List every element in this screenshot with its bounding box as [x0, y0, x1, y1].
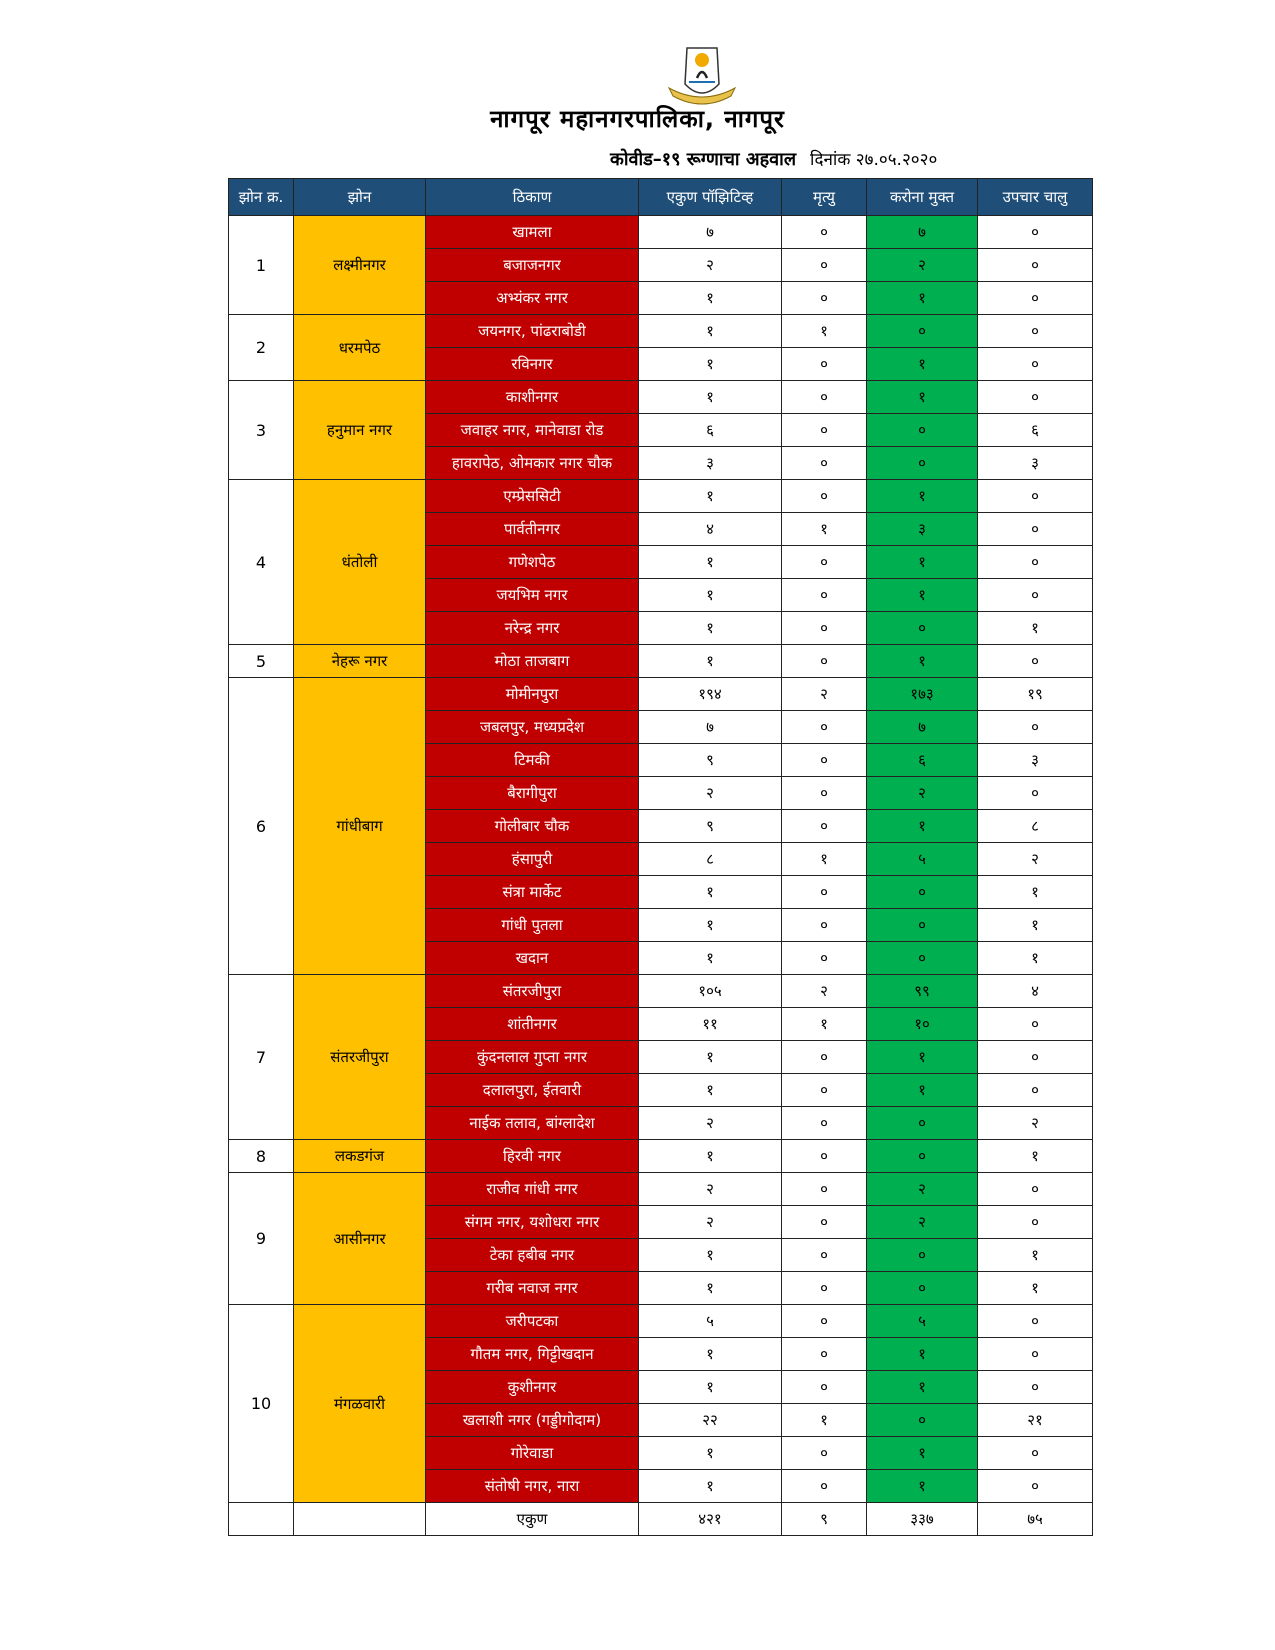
active-cell: २१	[978, 1404, 1093, 1437]
location-cell: कुंदनलाल गुप्ता नगर	[426, 1041, 639, 1074]
active-cell: ०	[978, 777, 1093, 810]
total-positive-cell: ९	[639, 810, 782, 843]
total-positive-cell: १	[639, 1239, 782, 1272]
table-body	[229, 216, 1093, 1536]
active-cell: ८	[978, 810, 1093, 843]
recovered-cell: २	[867, 777, 978, 810]
page-title: नागपूर महानगरपालिका, नागपूर	[490, 105, 785, 133]
zone-name-cell: मंगळवारी	[294, 1305, 426, 1503]
recovered-cell: ३	[867, 513, 978, 546]
table-row	[229, 1305, 1093, 1338]
active-cell: ०	[978, 513, 1093, 546]
active-cell: ०	[978, 546, 1093, 579]
location-cell: गरीब नवाज नगर	[426, 1272, 639, 1305]
total-positive-cell: १	[639, 480, 782, 513]
deaths-cell: १	[782, 1008, 867, 1041]
location-cell: गांधी पुतला	[426, 909, 639, 942]
location-cell: संतोषी नगर, नारा	[426, 1470, 639, 1503]
totals-blank-cell	[294, 1503, 426, 1536]
location-cell: कुशीनगर	[426, 1371, 639, 1404]
total-positive-cell: १	[639, 645, 782, 678]
total-positive-cell: १	[639, 579, 782, 612]
zone-number-cell: 8	[229, 1140, 294, 1173]
deaths-cell: ०	[782, 1206, 867, 1239]
total-positive-cell: १	[639, 612, 782, 645]
col-header-deaths: मृत्यु	[782, 179, 867, 216]
location-cell: मोठा ताजबाग	[426, 645, 639, 678]
table-row	[229, 1140, 1093, 1173]
totals-positive-cell: ४२१	[639, 1503, 782, 1536]
location-cell: संतरजीपुरा	[426, 975, 639, 1008]
zone-number-cell: 5	[229, 645, 294, 678]
total-positive-cell: १	[639, 1272, 782, 1305]
recovered-cell: ७	[867, 711, 978, 744]
total-positive-cell: १९४	[639, 678, 782, 711]
location-cell: राजीव गांधी नगर	[426, 1173, 639, 1206]
table-row	[229, 678, 1093, 711]
totals-recovered-cell: ३३७	[867, 1503, 978, 1536]
location-cell: जयनगर, पांढराबोडी	[426, 315, 639, 348]
recovered-cell: १	[867, 645, 978, 678]
recovered-cell: २	[867, 249, 978, 282]
col-header-active: उपचार चालु	[978, 179, 1093, 216]
recovered-cell: १	[867, 1437, 978, 1470]
deaths-cell: ०	[782, 249, 867, 282]
location-cell: जबलपुर, मध्यप्रदेश	[426, 711, 639, 744]
total-positive-cell: २२	[639, 1404, 782, 1437]
recovered-cell: ०	[867, 447, 978, 480]
recovered-cell: १	[867, 579, 978, 612]
location-cell: दलालपुरा, ईतवारी	[426, 1074, 639, 1107]
active-cell: ०	[978, 1041, 1093, 1074]
deaths-cell: ०	[782, 546, 867, 579]
col-header-zone-no: झोन क्र.	[229, 179, 294, 216]
active-cell: ३	[978, 447, 1093, 480]
deaths-cell: ०	[782, 1239, 867, 1272]
total-positive-cell: २	[639, 1107, 782, 1140]
col-header-recovered: करोना मुक्त	[867, 179, 978, 216]
deaths-cell: ०	[782, 1305, 867, 1338]
total-positive-cell: २	[639, 249, 782, 282]
deaths-cell: ०	[782, 414, 867, 447]
recovered-cell: ०	[867, 1404, 978, 1437]
total-positive-cell: १	[639, 1338, 782, 1371]
active-cell: ०	[978, 315, 1093, 348]
recovered-cell: १	[867, 1470, 978, 1503]
table-header-row	[229, 179, 1093, 216]
recovered-cell: ६	[867, 744, 978, 777]
deaths-cell: ०	[782, 1140, 867, 1173]
total-positive-cell: ७	[639, 216, 782, 249]
zone-name-cell: गांधीबाग	[294, 678, 426, 975]
active-cell: ०	[978, 1305, 1093, 1338]
location-cell: गौतम नगर, गिट्टीखदान	[426, 1338, 639, 1371]
zone-number-cell: 4	[229, 480, 294, 645]
report-title: कोवीड–१९ रूग्णाचा अहवाल	[610, 149, 797, 170]
active-cell: ०	[978, 480, 1093, 513]
recovered-cell: ९९	[867, 975, 978, 1008]
total-positive-cell: १	[639, 1041, 782, 1074]
deaths-cell: ०	[782, 612, 867, 645]
recovered-cell: २	[867, 1173, 978, 1206]
deaths-cell: ०	[782, 1338, 867, 1371]
active-cell: ०	[978, 711, 1093, 744]
zone-number-cell: 9	[229, 1173, 294, 1305]
deaths-cell: १	[782, 315, 867, 348]
total-positive-cell: २	[639, 1173, 782, 1206]
deaths-cell: ०	[782, 1173, 867, 1206]
location-cell: रविनगर	[426, 348, 639, 381]
deaths-cell: १	[782, 843, 867, 876]
active-cell: ०	[978, 1074, 1093, 1107]
totals-blank-cell	[229, 1503, 294, 1536]
recovered-cell: ०	[867, 1107, 978, 1140]
total-positive-cell: ६	[639, 414, 782, 447]
active-cell: १	[978, 942, 1093, 975]
location-cell: जयभिम नगर	[426, 579, 639, 612]
location-cell: संगम नगर, यशोधरा नगर	[426, 1206, 639, 1239]
recovered-cell: १	[867, 546, 978, 579]
total-positive-cell: १	[639, 1140, 782, 1173]
recovered-cell: ०	[867, 315, 978, 348]
active-cell: १	[978, 1272, 1093, 1305]
recovered-cell: १	[867, 1074, 978, 1107]
zone-number-cell: 3	[229, 381, 294, 480]
active-cell: १	[978, 1239, 1093, 1272]
recovered-cell: ०	[867, 612, 978, 645]
total-positive-cell: ७	[639, 711, 782, 744]
recovered-cell: १७३	[867, 678, 978, 711]
deaths-cell: ०	[782, 1437, 867, 1470]
total-positive-cell: ११	[639, 1008, 782, 1041]
total-positive-cell: १	[639, 942, 782, 975]
recovered-cell: १	[867, 381, 978, 414]
location-cell: हावरापेठ, ओमकार नगर चौक	[426, 447, 639, 480]
active-cell: १	[978, 1140, 1093, 1173]
recovered-cell: १	[867, 282, 978, 315]
deaths-cell: ०	[782, 777, 867, 810]
active-cell: ०	[978, 1437, 1093, 1470]
location-cell: संत्रा मार्केट	[426, 876, 639, 909]
deaths-cell: ०	[782, 876, 867, 909]
total-positive-cell: ४	[639, 513, 782, 546]
deaths-cell: ०	[782, 1041, 867, 1074]
report-title-line	[610, 147, 937, 171]
table-row	[229, 216, 1093, 249]
location-cell: हंसापुरी	[426, 843, 639, 876]
recovered-cell: १०	[867, 1008, 978, 1041]
location-cell: एम्प्रेससिटी	[426, 480, 639, 513]
recovered-cell: २	[867, 1206, 978, 1239]
deaths-cell: १	[782, 513, 867, 546]
active-cell: ०	[978, 216, 1093, 249]
active-cell: ०	[978, 579, 1093, 612]
deaths-cell: ०	[782, 216, 867, 249]
recovered-cell: १	[867, 1338, 978, 1371]
recovered-cell: ०	[867, 1272, 978, 1305]
report-date: दिनांक २७.०५.२०२०	[810, 150, 938, 170]
location-cell: गोलीबार चौक	[426, 810, 639, 843]
active-cell: ६	[978, 414, 1093, 447]
deaths-cell: ०	[782, 1470, 867, 1503]
covid-report-table	[228, 178, 1093, 1536]
deaths-cell: ०	[782, 744, 867, 777]
total-positive-cell: ८	[639, 843, 782, 876]
total-positive-cell: ५	[639, 1305, 782, 1338]
active-cell: ०	[978, 1470, 1093, 1503]
active-cell: १	[978, 909, 1093, 942]
deaths-cell: ०	[782, 447, 867, 480]
location-cell: जवाहर नगर, मानेवाडा रोड	[426, 414, 639, 447]
active-cell: ०	[978, 1206, 1093, 1239]
location-cell: नरेन्द्र नगर	[426, 612, 639, 645]
totals-active-cell: ७५	[978, 1503, 1093, 1536]
zone-number-cell: 6	[229, 678, 294, 975]
table-row	[229, 381, 1093, 414]
active-cell: ०	[978, 1008, 1093, 1041]
location-cell: जरीपटका	[426, 1305, 639, 1338]
location-cell: हिरवी नगर	[426, 1140, 639, 1173]
deaths-cell: ०	[782, 1074, 867, 1107]
col-header-zone: झोन	[294, 179, 426, 216]
zone-name-cell: हनुमान नगर	[294, 381, 426, 480]
totals-label-cell: एकुण	[426, 1503, 639, 1536]
active-cell: ०	[978, 1371, 1093, 1404]
location-cell: गोरेवाडा	[426, 1437, 639, 1470]
deaths-cell: ०	[782, 282, 867, 315]
recovered-cell: ०	[867, 876, 978, 909]
location-cell: नाईक तलाव, बांग्लादेश	[426, 1107, 639, 1140]
active-cell: २	[978, 1107, 1093, 1140]
recovered-cell: १	[867, 1371, 978, 1404]
active-cell: १९	[978, 678, 1093, 711]
deaths-cell: २	[782, 678, 867, 711]
table-row	[229, 975, 1093, 1008]
total-positive-cell: १	[639, 876, 782, 909]
location-cell: मोमीनपुरा	[426, 678, 639, 711]
deaths-cell: ०	[782, 480, 867, 513]
recovered-cell: ५	[867, 1305, 978, 1338]
recovered-cell: ०	[867, 1239, 978, 1272]
active-cell: ०	[978, 249, 1093, 282]
total-positive-cell: ३	[639, 447, 782, 480]
location-cell: बजाजनगर	[426, 249, 639, 282]
recovered-cell: ०	[867, 942, 978, 975]
active-cell: ३	[978, 744, 1093, 777]
location-cell: खदान	[426, 942, 639, 975]
zone-name-cell: आसीनगर	[294, 1173, 426, 1305]
total-positive-cell: १०५	[639, 975, 782, 1008]
nmc-emblem-icon	[667, 44, 737, 108]
totals-deaths-cell: ९	[782, 1503, 867, 1536]
recovered-cell: १	[867, 810, 978, 843]
total-positive-cell: १	[639, 282, 782, 315]
totals-row	[229, 1503, 1093, 1536]
location-cell: काशीनगर	[426, 381, 639, 414]
deaths-cell: ०	[782, 942, 867, 975]
table-row	[229, 1173, 1093, 1206]
zone-number-cell: 2	[229, 315, 294, 381]
zone-name-cell: लकडगंज	[294, 1140, 426, 1173]
deaths-cell: २	[782, 975, 867, 1008]
total-positive-cell: ९	[639, 744, 782, 777]
zone-name-cell: धरमपेठ	[294, 315, 426, 381]
zone-name-cell: धंतोली	[294, 480, 426, 645]
active-cell: ०	[978, 1338, 1093, 1371]
total-positive-cell: १	[639, 381, 782, 414]
recovered-cell: १	[867, 1041, 978, 1074]
total-positive-cell: १	[639, 1371, 782, 1404]
deaths-cell: ०	[782, 810, 867, 843]
deaths-cell: ०	[782, 381, 867, 414]
recovered-cell: १	[867, 348, 978, 381]
total-positive-cell: १	[639, 909, 782, 942]
deaths-cell: ०	[782, 645, 867, 678]
location-cell: अभ्यंकर नगर	[426, 282, 639, 315]
table-row	[229, 645, 1093, 678]
total-positive-cell: १	[639, 546, 782, 579]
total-positive-cell: १	[639, 1437, 782, 1470]
recovered-cell: ७	[867, 216, 978, 249]
deaths-cell: ०	[782, 711, 867, 744]
location-cell: शांतीनगर	[426, 1008, 639, 1041]
active-cell: ०	[978, 1173, 1093, 1206]
recovered-cell: ५	[867, 843, 978, 876]
zone-number-cell: 1	[229, 216, 294, 315]
deaths-cell: ०	[782, 1107, 867, 1140]
deaths-cell: ०	[782, 348, 867, 381]
recovered-cell: ०	[867, 414, 978, 447]
table-row	[229, 480, 1093, 513]
active-cell: ०	[978, 348, 1093, 381]
zone-name-cell: लक्ष्मीनगर	[294, 216, 426, 315]
active-cell: १	[978, 876, 1093, 909]
total-positive-cell: २	[639, 777, 782, 810]
active-cell: ०	[978, 381, 1093, 414]
total-positive-cell: १	[639, 1074, 782, 1107]
location-cell: खामला	[426, 216, 639, 249]
active-cell: ०	[978, 282, 1093, 315]
deaths-cell: १	[782, 1404, 867, 1437]
col-header-total-positive: एकुण पॉझिटिव्ह	[639, 179, 782, 216]
location-cell: बैरागीपुरा	[426, 777, 639, 810]
table-row	[229, 315, 1093, 348]
active-cell: ०	[978, 645, 1093, 678]
location-cell: टेका हबीब नगर	[426, 1239, 639, 1272]
recovered-cell: १	[867, 480, 978, 513]
location-cell: टिमकी	[426, 744, 639, 777]
deaths-cell: ०	[782, 1272, 867, 1305]
zone-name-cell: नेहरू नगर	[294, 645, 426, 678]
active-cell: २	[978, 843, 1093, 876]
total-positive-cell: १	[639, 1470, 782, 1503]
col-header-location: ठिकाण	[426, 179, 639, 216]
location-cell: खलाशी नगर (गड्डीगोदाम)	[426, 1404, 639, 1437]
zone-name-cell: संतरजीपुरा	[294, 975, 426, 1140]
recovered-cell: ०	[867, 1140, 978, 1173]
total-positive-cell: २	[639, 1206, 782, 1239]
total-positive-cell: १	[639, 348, 782, 381]
location-cell: गणेशपेठ	[426, 546, 639, 579]
zone-number-cell: 10	[229, 1305, 294, 1503]
active-cell: ४	[978, 975, 1093, 1008]
zone-number-cell: 7	[229, 975, 294, 1140]
deaths-cell: ०	[782, 909, 867, 942]
deaths-cell: ०	[782, 579, 867, 612]
recovered-cell: ०	[867, 909, 978, 942]
deaths-cell: ०	[782, 1371, 867, 1404]
total-positive-cell: १	[639, 315, 782, 348]
active-cell: १	[978, 612, 1093, 645]
location-cell: पार्वतीनगर	[426, 513, 639, 546]
